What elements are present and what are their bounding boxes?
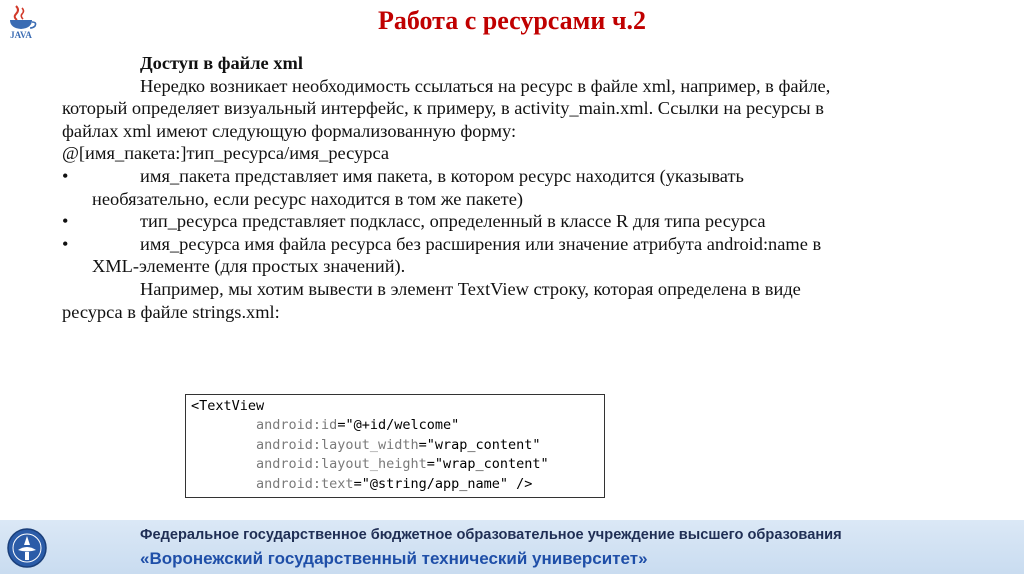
code-attr-name: android:text xyxy=(256,475,354,492)
bullet-item xyxy=(62,233,982,278)
code-snippet xyxy=(185,394,605,498)
university-emblem-icon xyxy=(6,526,48,570)
code-line-attr xyxy=(191,455,604,474)
code-line-attr xyxy=(191,416,604,435)
footer-university-name: «Воронежский государственный технический университет» xyxy=(140,549,648,568)
code-attr-value: "@+id/welcome" xyxy=(345,417,460,434)
body-text xyxy=(62,52,982,323)
bullet-item xyxy=(62,165,982,210)
code-attr-value: "wrap_content" xyxy=(426,436,541,453)
bullet-line1: имя_ресурса имя файла ресурса без расширения или значение атрибута android:name в xyxy=(140,233,822,254)
bullet-line1: имя_пакета представляет имя пакета, в котором ресурс находится (указывать xyxy=(140,165,744,186)
para2-line1: Например, мы хотим вывести в элемент TextView строку, которая определена в виде xyxy=(140,278,801,299)
code-line-attr xyxy=(191,436,604,455)
bullet-item xyxy=(62,210,982,233)
page-title: Работа с ресурсами ч.2 xyxy=(377,6,646,35)
bullet-dot: • xyxy=(62,211,69,232)
code-attr-name: android:id xyxy=(256,417,338,434)
footer-institution-type: Федеральное государственное бюджетное образовательное учреждение высшего образования xyxy=(140,527,842,543)
code-eq: = xyxy=(418,436,427,453)
bullet-dot: • xyxy=(62,233,69,254)
java-logo-text: JAVA xyxy=(10,30,32,40)
code-close-tag: /> xyxy=(508,475,533,492)
bullet-line1: тип_ресурса представляет подкласс, определенный в классе R для типа ресурса xyxy=(140,211,766,232)
code-eq: = xyxy=(337,417,346,434)
code-attr-name: android:layout_height xyxy=(256,456,427,473)
bullet-line2: необязательно, если ресурс находится в том же пакете) xyxy=(92,188,523,209)
section-heading: Доступ в файле xml xyxy=(140,53,303,73)
para2-line2: ресурса в файле strings.xml: xyxy=(62,301,280,322)
bullet-dot: • xyxy=(62,165,69,186)
code-line-attr xyxy=(191,475,604,494)
para1-line1: Нередко возникает необходимость ссылаться на ресурс в файле xml, например, в файле, xyxy=(140,75,831,96)
code-eq: = xyxy=(426,456,435,473)
code-attr-value: "wrap_content" xyxy=(434,456,549,473)
code-attr-value: "@string/app_name" xyxy=(361,475,509,492)
bullet-line2: XML-элементе (для простых значений). xyxy=(92,256,406,277)
code-line-open-tag: <TextView xyxy=(191,398,265,414)
code-attr-name: android:layout_width xyxy=(256,436,419,453)
syntax-line: @[имя_пакета:]тип_ресурса/имя_ресурса xyxy=(62,143,390,164)
para1-line2: который определяет визуальный интерфейс, к примеру, в activity_main.xml. Ссылки на ресурсы в xyxy=(62,98,824,119)
code-eq: = xyxy=(353,475,362,492)
footer-bar xyxy=(0,520,1024,574)
para1-line3: файлах xml имеют следующую формализованную форму: xyxy=(62,120,517,141)
